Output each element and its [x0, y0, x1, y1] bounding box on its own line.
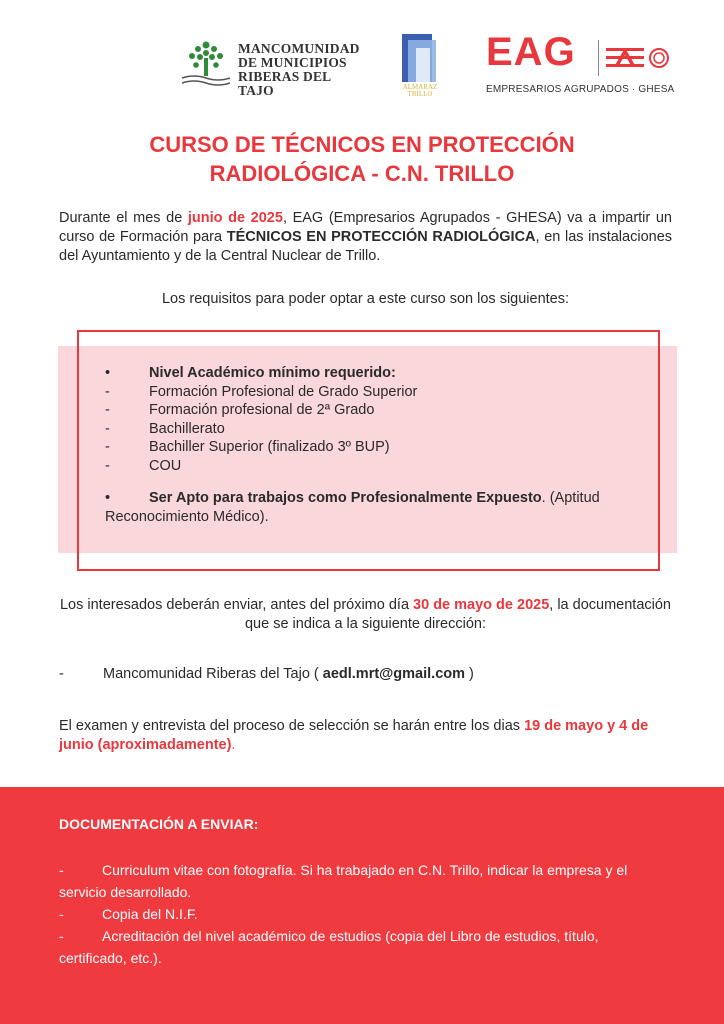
- dash-marker: -: [105, 383, 110, 400]
- mancomunidad-logo: [180, 40, 360, 98]
- mancomunidad-name: MANCOMUNIDAD DE MUNICIPIOS RIBERAS DEL TAJO: [238, 41, 360, 98]
- deadline-date: 30 de mayo de 2025: [413, 597, 550, 613]
- dash-marker: -: [105, 457, 110, 474]
- email-link[interactable]: aedl.mrt@gmail.com: [322, 666, 466, 682]
- bullet-marker: •: [105, 365, 111, 381]
- almaraz-trillo-emblem-icon: [396, 34, 444, 84]
- bullet-marker: •: [105, 490, 111, 506]
- course-title: CURSO DE TÉCNICOS EN PROTECCIÓN RADIOLÓGICA - C.N. TRILLO: [149, 132, 575, 186]
- academic-item: - Bachiller Superior (finalizado 3º BUP): [105, 439, 390, 455]
- documentation-title: DOCUMENTACIÓN A ENVIAR:: [59, 816, 259, 832]
- requirements-intro: Los requisitos para poder optar a este curso son los siguientes:: [161, 291, 570, 307]
- academic-item: - COU: [105, 457, 182, 474]
- ghesa-emblem-icon: [604, 46, 674, 70]
- eag-logo: [486, 30, 676, 100]
- eag-divider: [598, 40, 599, 76]
- almaraz-trillo-logo: [396, 34, 444, 102]
- academic-item: - Formación profesional de 2ª Grado: [105, 402, 375, 418]
- requirement-medical: • Ser Apto para trabajos como Profesionalmente Expuesto. (Aptitud Reconocimiento Médico).: [105, 490, 600, 525]
- almaraz-trillo-name: ALMARAZ TRILLO: [402, 83, 438, 98]
- academic-item: - Bachillerato: [105, 420, 225, 437]
- submission-paragraph: Los interesados deberán enviar, antes del próximo día 30 de mayo de 2025, la documentación que se indica a la siguiente dirección:: [59, 597, 671, 632]
- dash-marker: -: [59, 666, 64, 682]
- course-name: TÉCNICOS EN PROTECCIÓN RADIOLÓGICA: [226, 229, 536, 245]
- dash-marker: -: [59, 906, 64, 922]
- documentation-section: [0, 787, 724, 1024]
- course-date: junio de 2025: [187, 210, 283, 226]
- eag-wordmark: EAG: [486, 30, 576, 74]
- dash-marker: -: [59, 862, 64, 878]
- requirement-academic: • Nivel Académico mínimo requerido:: [105, 365, 396, 381]
- dash-marker: -: [105, 402, 110, 418]
- documentation-item: - Copia del N.I.F.: [59, 903, 667, 925]
- address-line: - Mancomunidad Riberas del Tajo ( aedl.mrt@gmail.com ): [59, 666, 474, 682]
- documentation-item: - Curriculum vitae con fotografía. Si ha trabajado en C.N. Trillo, indicar la empresa y el servicio desarrollado.: [59, 859, 667, 903]
- requirements-list: [105, 364, 650, 526]
- dash-marker: -: [59, 928, 64, 944]
- documentation-item: - Acreditación del nivel académico de estudios (copia del Libro de estudios, título, certificado, etc.).: [59, 925, 667, 969]
- documentation-list: [59, 859, 667, 969]
- tree-icon: [180, 40, 232, 88]
- academic-item: - Formación Profesional de Grado Superior: [105, 383, 418, 400]
- dash-marker: -: [105, 420, 110, 437]
- intro-paragraph: Durante el mes de junio de 2025, EAG (Empresarios Agrupados - GHESA) va a impartir un curso de Formación para TÉCNICOS EN PROTECCIÓN RADIOLÓGICA, en las instalaciones del Ayuntamiento y de la Central Nuclear de Trillo.: [59, 210, 673, 264]
- exam-paragraph: El examen y entrevista del proceso de selección se harán entre los dias 19 de mayo y 4 de junio (aproximadamente).: [59, 718, 649, 753]
- exam-dates: 19 de mayo y 4 de junio (aproximadamente): [59, 718, 649, 753]
- dash-marker: -: [105, 439, 110, 455]
- eag-subtitle: EMPRESARIOS AGRUPADOS · GHESA: [486, 84, 675, 95]
